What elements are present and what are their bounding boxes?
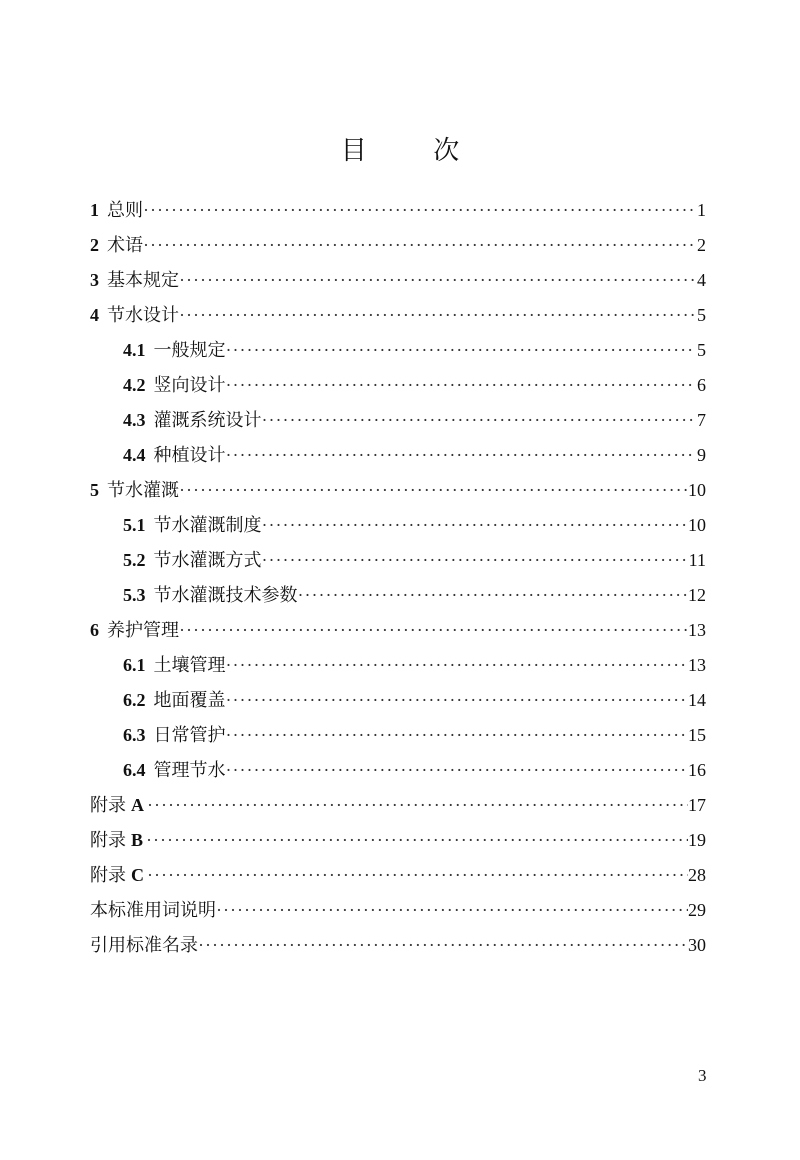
page-ref: 15: [688, 725, 706, 745]
section-title: 节水灌溉制度: [153, 515, 262, 535]
section-title: 种植设计: [153, 445, 226, 465]
toc-entry[interactable]: [90, 897, 706, 932]
section-title: 附录: [90, 830, 126, 850]
toc-entry[interactable]: [90, 197, 706, 232]
toc-entry[interactable]: [90, 722, 706, 757]
section-title: 引用标准名录: [90, 935, 198, 955]
dot-leader: [262, 407, 697, 433]
toc-entry[interactable]: [90, 652, 706, 687]
section-title: 养护管理: [107, 620, 179, 640]
page-ref: 17: [688, 795, 706, 815]
toc-entry[interactable]: [90, 582, 706, 617]
dot-leader: [226, 442, 697, 468]
dot-leader: [179, 617, 688, 643]
toc-entry[interactable]: [90, 617, 706, 652]
toc-entry[interactable]: [90, 442, 706, 477]
section-title: 管理节水: [153, 760, 226, 780]
toc-entry[interactable]: [90, 512, 706, 547]
page-ref: 10: [688, 480, 706, 500]
section-title: 总则: [107, 200, 143, 220]
toc-entry[interactable]: [90, 302, 706, 337]
page-ref: 13: [688, 620, 706, 640]
page-number: 3: [698, 1066, 707, 1085]
page-ref: 5: [697, 305, 706, 325]
toc-entry[interactable]: [90, 862, 706, 897]
page-ref: 19: [688, 830, 706, 850]
page-title: 目 次: [340, 136, 490, 165]
page-ref: 28: [688, 865, 706, 885]
section-number: 6.3: [123, 725, 146, 745]
section-number: 6.4: [123, 760, 146, 780]
toc-entry[interactable]: [90, 792, 706, 827]
section-number: 5.3: [123, 585, 146, 605]
dot-leader: [226, 652, 689, 678]
section-number: 5.1: [123, 515, 146, 535]
toc-entry[interactable]: [90, 372, 706, 407]
dot-leader: [146, 827, 688, 853]
section-title: 节水灌溉方式: [153, 550, 262, 570]
page-ref: 29: [688, 900, 706, 920]
toc-entry[interactable]: [90, 687, 706, 722]
toc-entry[interactable]: [90, 547, 706, 582]
section-number: 4.3: [123, 410, 146, 430]
section-title: 土壤管理: [153, 655, 226, 675]
page-ref: 30: [688, 935, 706, 955]
section-number: 1: [90, 200, 99, 220]
section-number: 4.2: [123, 375, 146, 395]
dot-leader: [226, 372, 697, 398]
toc-entry[interactable]: [90, 757, 706, 792]
dot-leader: [262, 512, 689, 538]
section-title: 基本规定: [107, 270, 179, 290]
section-title: 节水灌溉技术参数: [153, 585, 298, 605]
page-ref: 1: [697, 200, 706, 220]
page-ref: 11: [688, 550, 706, 570]
section-title: 附录: [90, 795, 126, 815]
appendix-letter: C: [131, 865, 144, 885]
section-title: 竖向设计: [153, 375, 226, 395]
table-of-contents: [90, 197, 706, 967]
section-number: 4.1: [123, 340, 146, 360]
section-number: 6.1: [123, 655, 146, 675]
section-number: 6: [90, 620, 99, 640]
dot-leader: [216, 897, 688, 923]
toc-entry[interactable]: [90, 827, 706, 862]
section-title: 本标准用词说明: [90, 900, 216, 920]
section-number: 2: [90, 235, 99, 255]
section-title: 节水设计: [107, 305, 179, 325]
page-ref: 7: [697, 410, 706, 430]
section-number: 4.4: [123, 445, 146, 465]
toc-entry[interactable]: [90, 232, 706, 267]
page-ref: 5: [697, 340, 706, 360]
page-ref: 10: [688, 515, 706, 535]
section-number: 3: [90, 270, 99, 290]
section-title: 术语: [107, 235, 143, 255]
page-ref: 16: [688, 760, 706, 780]
dot-leader: [226, 337, 697, 363]
section-number: 5.2: [123, 550, 146, 570]
section-title: 附录: [90, 865, 126, 885]
page-ref: 12: [688, 585, 706, 605]
dot-leader: [198, 932, 688, 958]
dot-leader: [179, 477, 688, 503]
section-title: 灌溉系统设计: [153, 410, 262, 430]
appendix-letter: A: [131, 795, 144, 815]
dot-leader: [147, 862, 688, 888]
section-number: 5: [90, 480, 99, 500]
dot-leader: [226, 687, 689, 713]
page-ref: 9: [697, 445, 706, 465]
dot-leader: [226, 757, 689, 783]
toc-entry[interactable]: [90, 477, 706, 512]
dot-leader: [179, 267, 696, 293]
toc-entry[interactable]: [90, 407, 706, 442]
page-ref: 2: [697, 235, 706, 255]
section-title: 节水灌溉: [107, 480, 179, 500]
dot-leader: [262, 547, 689, 573]
page-ref: 4: [697, 270, 706, 290]
dot-leader: [179, 302, 696, 328]
dot-leader: [298, 582, 689, 608]
dot-leader: [147, 792, 688, 818]
section-title: 地面覆盖: [153, 690, 226, 710]
dot-leader: [226, 722, 689, 748]
appendix-letter: B: [131, 830, 144, 850]
page-ref: 14: [688, 690, 706, 710]
toc-entry[interactable]: [90, 337, 706, 372]
section-number: 4: [90, 305, 99, 325]
toc-entry[interactable]: [90, 267, 706, 302]
page-ref: 6: [697, 375, 706, 395]
section-title: 一般规定: [153, 340, 226, 360]
section-title: 日常管护: [153, 725, 226, 745]
section-number: 6.2: [123, 690, 146, 710]
dot-leader: [143, 232, 696, 258]
page-ref: 13: [688, 655, 706, 675]
dot-leader: [143, 197, 696, 223]
toc-entry[interactable]: [90, 932, 706, 967]
